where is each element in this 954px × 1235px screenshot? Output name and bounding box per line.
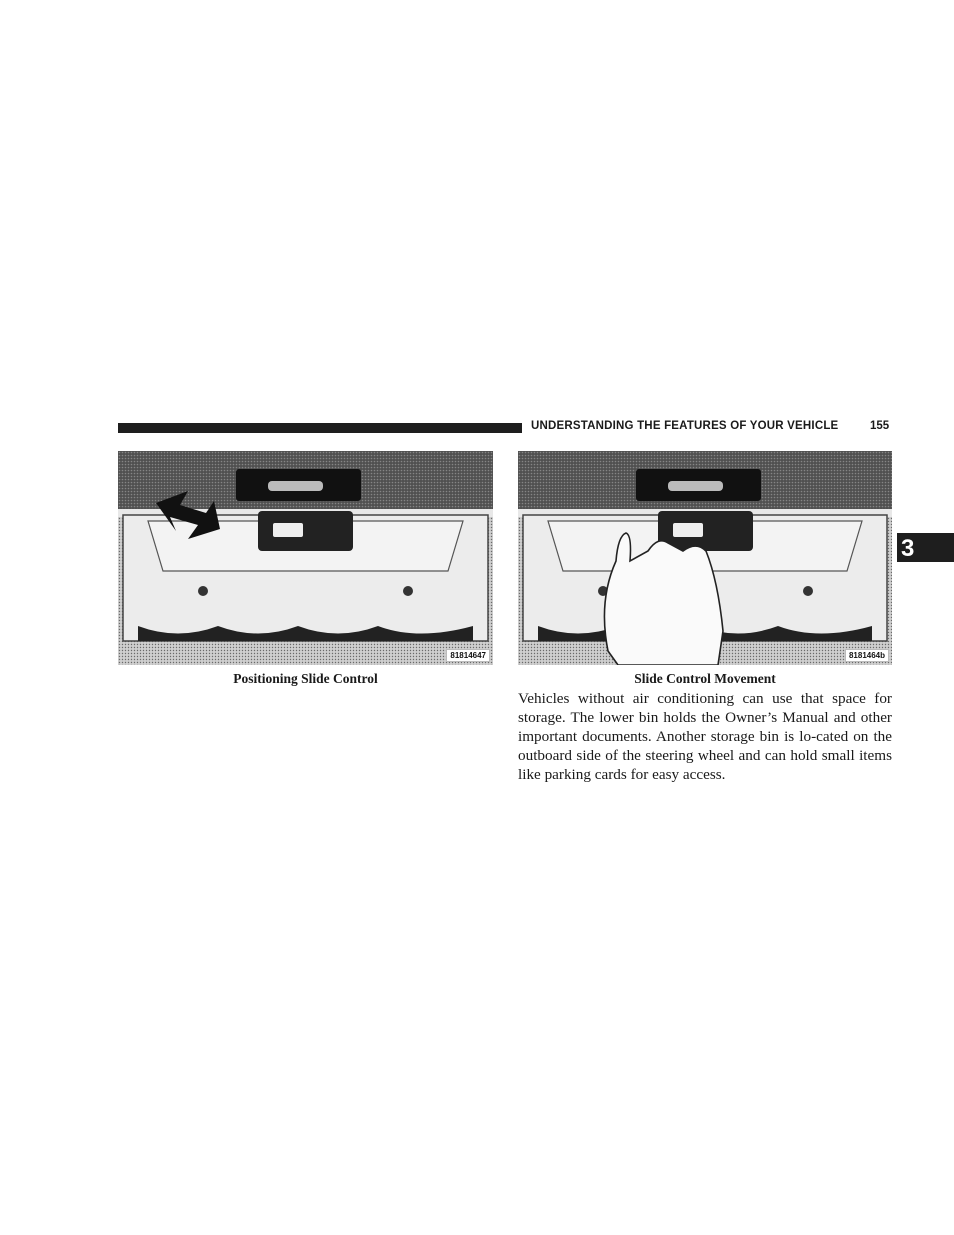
page-number: 155 <box>870 420 890 432</box>
overhead-console-illustration <box>118 451 493 665</box>
section-title: UNDERSTANDING THE FEATURES OF YOUR VEHICLE <box>531 420 839 432</box>
chapter-tab <box>897 533 954 562</box>
figure-caption: Slide Control Movement <box>634 671 776 686</box>
overhead-console-hand-illustration <box>518 451 892 665</box>
figure-caption: Positioning Slide Control <box>233 671 378 686</box>
figure-code: 8181464b <box>845 649 889 662</box>
figure-positioning-slide-control <box>118 451 493 665</box>
figure-code: 81814647 <box>446 649 490 662</box>
figure-slide-control-movement <box>518 451 892 665</box>
body-paragraph: Vehicles without air conditioning can use that space for storage. The lower bin holds the Owner’s Manual and other important documents. Another storage bin is lo-cated on the outboard side of the steering wheel and can hold small items like parking cards for easy access. <box>518 690 892 783</box>
header-rule <box>118 423 522 433</box>
chapter-number: 3 <box>901 535 915 562</box>
